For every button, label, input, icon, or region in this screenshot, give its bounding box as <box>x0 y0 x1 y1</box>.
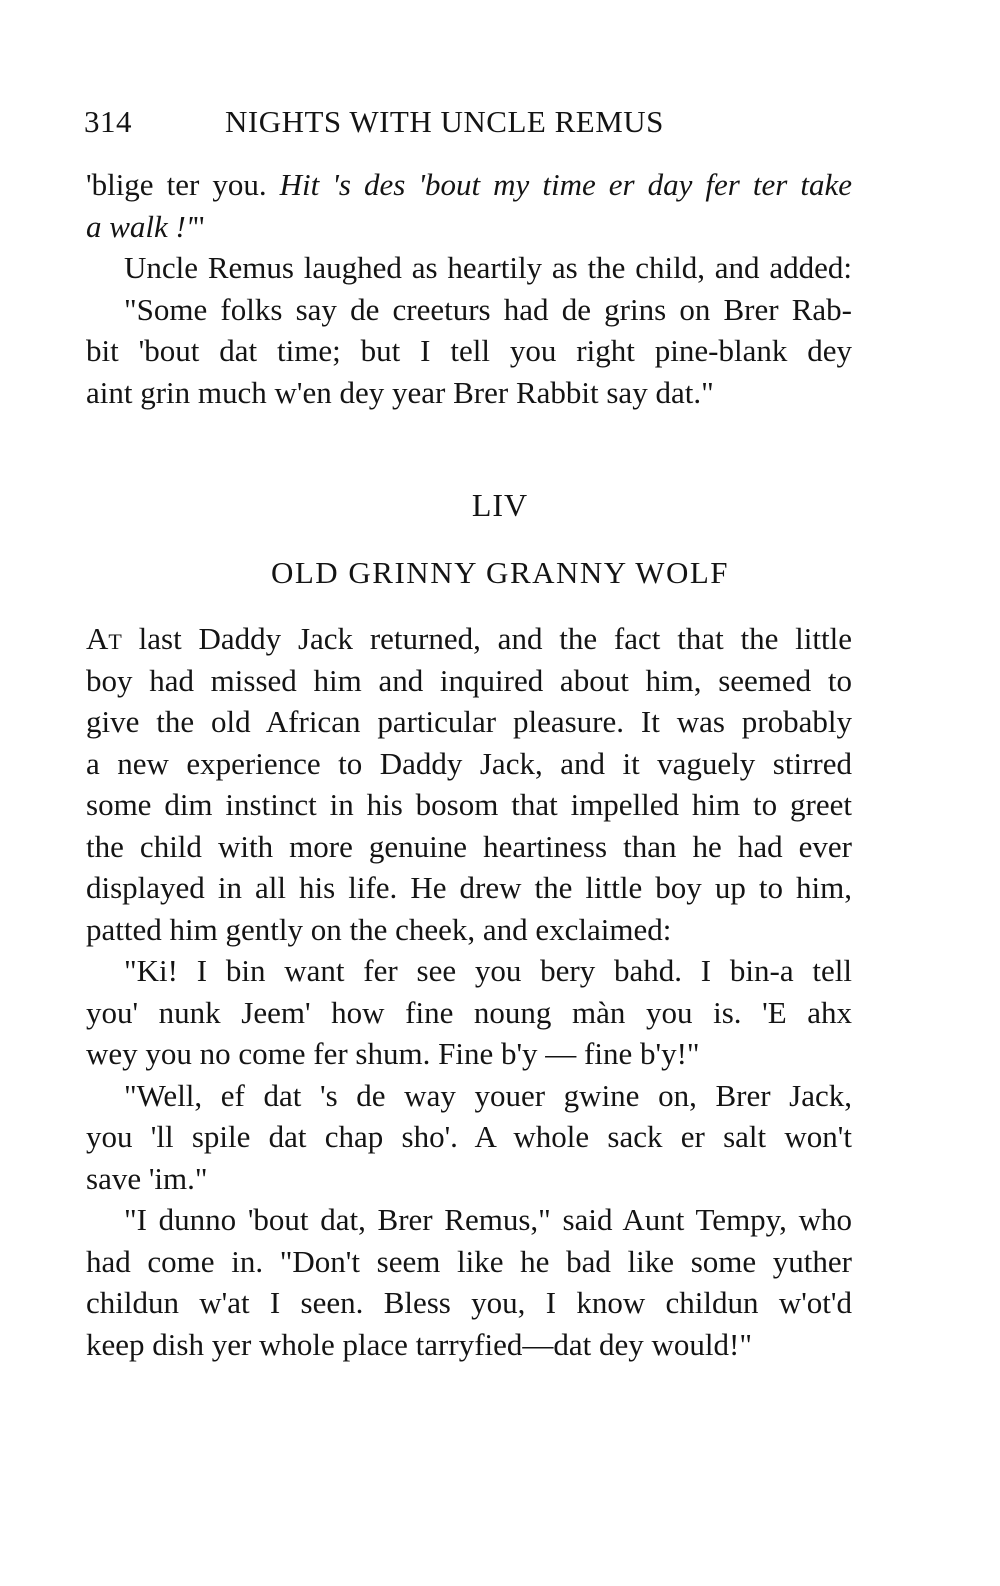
text-line: save 'im." <box>86 1160 208 1196</box>
italic-segment: Hit 's des 'bout my time er day fer ter take <box>279 167 853 202</box>
continued-text <box>86 164 852 413</box>
text-line: wey you no come fer shum. Fine b'y — fine b'y!" <box>86 1036 700 1071</box>
text-segment: 'blige ter you. <box>86 167 280 202</box>
text-line: some dim instinct in his bosom that impelled him to greet <box>86 787 852 822</box>
italic-segment: a walk !' <box>86 208 193 244</box>
text-line: you 'll spile dat chap sho'. A whole sack er salt won't <box>86 1119 852 1154</box>
text-line: keep dish yer whole place tarryfied—dat dey would!" <box>86 1326 753 1362</box>
text-line: a new experience to Daddy Jack, and it vaguely stirred <box>86 745 852 781</box>
text-line: patted him gently on the cheek, and exclaimed: <box>86 911 672 947</box>
text-line: childun w'at I seen. Bless you, I know childun w'ot'd <box>86 1285 852 1320</box>
running-title: NIGHTS WITH UNCLE REMUS <box>225 104 664 139</box>
text-line <box>86 164 852 206</box>
text-line <box>86 618 852 660</box>
text-line: "I dunno 'bout dat, Brer Remus," said Aunt Tempy, who <box>124 1202 852 1237</box>
text-line: Uncle Remus laughed as heartily as the child, and added: <box>124 250 852 285</box>
chapter-title: OLD GRINNY GRANNY WOLF <box>270 555 730 590</box>
text-line: "Well, ef dat 's de way youer gwine on, Brer Jack, <box>124 1077 852 1113</box>
running-head <box>84 100 864 144</box>
text-line: "Some folks say de creeturs had de grins on Brer Rab- <box>124 291 852 327</box>
text-segment: " <box>192 208 206 244</box>
text-line: displayed in all his life. He drew the little boy up to him, <box>86 870 852 905</box>
text-line: boy had missed him and inquired about him, seemed to <box>86 662 852 698</box>
small-caps-opening: At <box>86 621 122 656</box>
page-number: 314 <box>84 104 132 139</box>
chapter-number: LIV <box>471 487 529 523</box>
text-line <box>86 206 852 248</box>
text-segment: last Daddy Jack returned, and the fact that the little <box>121 621 852 656</box>
chapter-body <box>86 618 852 1365</box>
text-line: had come in. "Don't seem like he bad like some yuther <box>86 1243 852 1279</box>
text-line: aint grin much w'en dey year Brer Rabbit say dat." <box>86 374 714 410</box>
text-line: give the old African particular pleasure. It was probably <box>86 704 852 739</box>
text-line: "Ki! I bin want fer see you bery bahd. I bin-a tell <box>124 953 852 988</box>
text-line: bit 'bout dat time; but I tell you right pine-blank dey <box>86 333 852 368</box>
text-line: the child with more genuine heartiness than he had ever <box>86 828 852 864</box>
text-line: you' nunk Jeem' how fine noung màn you is. 'E ahx <box>86 994 852 1030</box>
